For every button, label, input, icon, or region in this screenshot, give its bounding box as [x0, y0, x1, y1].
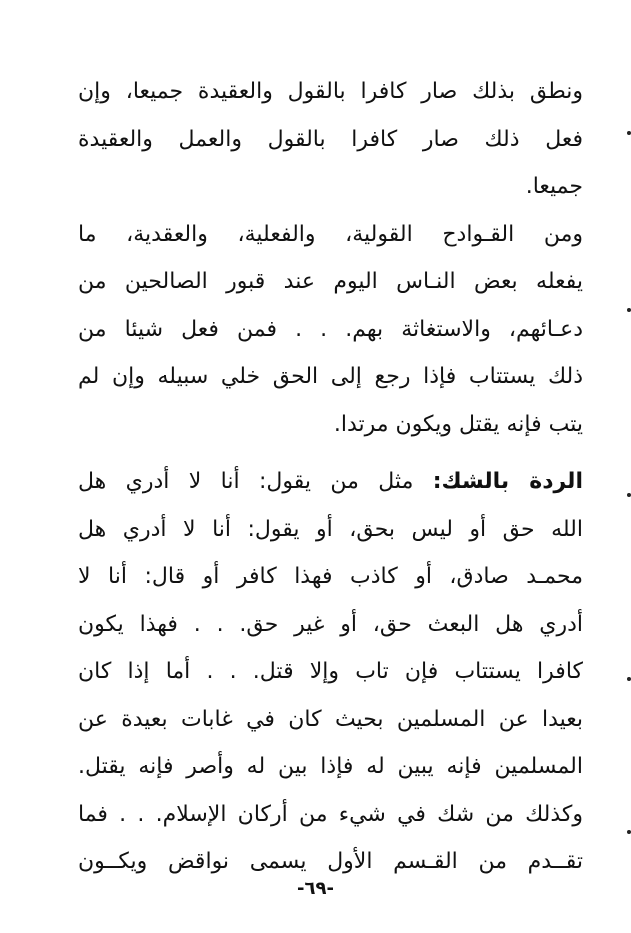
text-line: ومن القـوادح القولية، والفعلية، والعقدية، ما	[78, 221, 583, 247]
margin-mark	[627, 677, 631, 681]
section-heading: الردة بالشك:	[432, 469, 583, 494]
text-line: دعـائهم، والاستغاثة بهم. . . فمن فعل شيئا من	[78, 316, 583, 342]
margin-mark	[627, 830, 631, 834]
text-line: كافرا يستتاب فإن تاب وإلا قتل. . . أما إذا كان	[78, 659, 583, 684]
text-line: يفعله بعض النـاس اليوم عند قبور الصالحين من	[78, 269, 583, 294]
text-line: وكذلك من شك في شيء من أركان الإسلام. . . فما	[78, 801, 583, 827]
text-line: ذلك يستتاب فإذا رجع إلى الحق خلي سبيله وإن لم	[78, 364, 583, 389]
body-text	[78, 68, 583, 886]
text-line: المسلمين فإنه يبين له فإذا بين له وأصر فإنه يقتل.	[78, 754, 583, 779]
text-line: يتب فإنه يقتل ويكون مرتدا.	[333, 411, 583, 437]
text-line: بعيدا عن المسلمين بحيث كان في غابات بعيدة عن	[78, 706, 583, 732]
text-line: أدري هل البعث حق، أو غير حق. . . فهذا يكون	[78, 611, 583, 637]
page-number: -٦٩-	[297, 878, 334, 899]
text-line	[78, 458, 583, 506]
text-line: جميعا.	[525, 174, 583, 199]
margin-mark	[627, 308, 631, 312]
text-line: تقــدم من القـسم الأول يسمى نواقض ويكــون	[78, 849, 583, 874]
margin-mark	[627, 131, 631, 135]
text-line: محمـد صادق، أو كاذب فهذا كافر أو قال: أنا لا	[78, 564, 583, 589]
text-line: فعل ذلك صار كافرا بالقول والعمل والعقيدة	[78, 126, 583, 152]
margin-mark	[627, 493, 631, 497]
text-line: الله حق أو ليس بحق، أو يقول: أنا لا أدري هل	[78, 516, 583, 542]
text-line: ونطق بذلك صار كافرا بالقول والعقيدة جميعا، وإن	[78, 79, 583, 104]
heading-continuation: مثل من يقول: أنا لا أدري هل	[78, 469, 414, 494]
